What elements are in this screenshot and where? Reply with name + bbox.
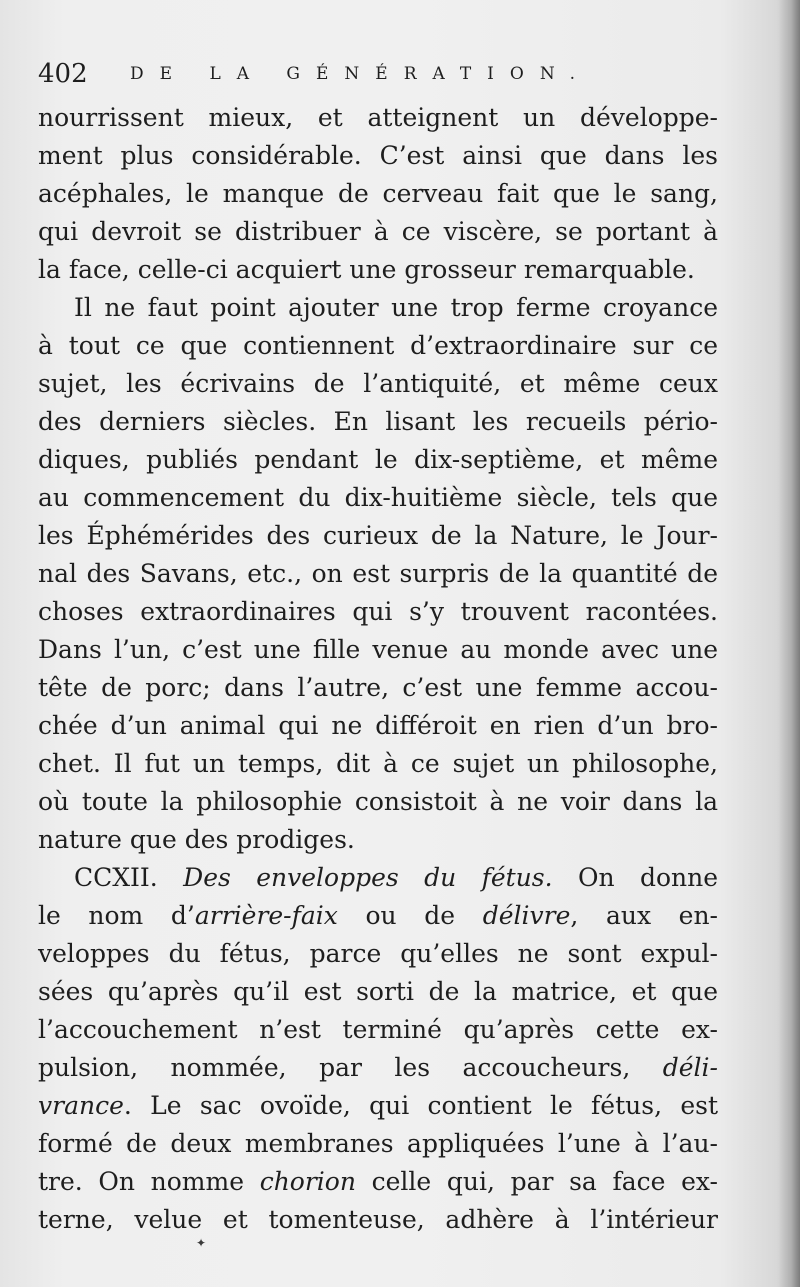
text-line: veloppes du fétus, parce qu’elles ne sont expul- [38, 939, 718, 968]
section-number: CCXII. [74, 863, 158, 892]
text-span: pulsion, nommée, par les accoucheurs, [38, 1053, 663, 1082]
text-line: l’accouchement n’est terminé qu’après cette ex- [38, 1015, 718, 1044]
term-deli: déli- [662, 1053, 718, 1082]
section-heading-line [38, 859, 718, 897]
text-line: diques, publiés pendant le dix-septième, et même [38, 445, 718, 474]
text-line: Dans l’un, c’est une fille venue au monde avec une [38, 635, 718, 664]
text-line: nourrissent mieux, et atteignent un développe- [38, 103, 718, 132]
page-number: 402 [38, 59, 88, 89]
text-line: qui devroit se distribuer à ce viscère, se portant à [38, 217, 718, 246]
text-span: , aux en- [570, 901, 719, 930]
section-title: Des enveloppes du fétus. [183, 863, 553, 892]
body-text [38, 99, 718, 1239]
text-line: terne, velue et tomenteuse, adhère à l’intérieur [38, 1205, 718, 1234]
text-line: nature que des prodiges. [38, 825, 355, 854]
text-line: sées qu’après qu’il est sorti de la matrice, et que [38, 977, 718, 1006]
text-line: formé de deux membranes appliquées l’une à l’au- [38, 1129, 718, 1158]
term-chorion: chorion [259, 1167, 356, 1196]
text-line: choses extraordinaires qui s’y trouvent racontées. [38, 597, 718, 626]
text-span: ou de [337, 901, 483, 930]
text-line: chet. Il fut un temps, dit à ce sujet un philosophe, [38, 749, 718, 778]
text-line: au commencement du dix-huitième siècle, tels que [38, 483, 718, 512]
text-line: tête de porc; dans l’autre, c’est une femme accou- [38, 673, 718, 702]
text-line: des derniers siècles. En lisant les recueils pério- [38, 407, 718, 436]
term-delivre: délivre [482, 901, 571, 930]
text-line [38, 1049, 718, 1087]
signature-mark: ✦ [196, 1236, 207, 1250]
page-edge-shadow [778, 0, 800, 1287]
text-span: celle qui, par sa face ex- [355, 1167, 718, 1196]
text-line [38, 897, 718, 935]
text-line: chée d’un animal qui ne différoit en rien d’un bro- [38, 711, 718, 740]
page-header [38, 56, 718, 92]
term-vrance: vrance [38, 1091, 124, 1120]
text-line: acéphales, le manque de cerveau fait que le sang, [38, 179, 718, 208]
text-line [38, 1087, 718, 1125]
text-line: où toute la philosophie consistoit à ne voir dans la [38, 787, 718, 816]
text-span: tre. On nomme [38, 1167, 260, 1196]
text-line: sujet, les écrivains de l’antiquité, et même ceux [38, 369, 718, 398]
running-head: DE LA GÉNÉRATION. [130, 64, 592, 84]
text-line [38, 1163, 718, 1201]
text-span: . Le sac ovoïde, qui contient le fétus, est [123, 1091, 718, 1120]
term-arriere-faix: arrière-faix [194, 901, 338, 930]
text-line: la face, celle-ci acquiert une grosseur remarquable. [38, 255, 695, 284]
text-line: Il ne faut point ajouter une trop ferme croyance [74, 293, 718, 322]
text-span: le nom d’ [38, 901, 195, 930]
text-line: les Éphémérides des curieux de la Nature, le Jour- [38, 521, 718, 550]
text-line: à tout ce que contiennent d’extraordinaire sur ce [38, 331, 718, 360]
text-span: On donne [552, 863, 718, 892]
text-line: nal des Savans, etc., on est surpris de la quantité de [38, 559, 718, 588]
text-line: ment plus considérable. C’est ainsi que dans les [38, 141, 718, 170]
